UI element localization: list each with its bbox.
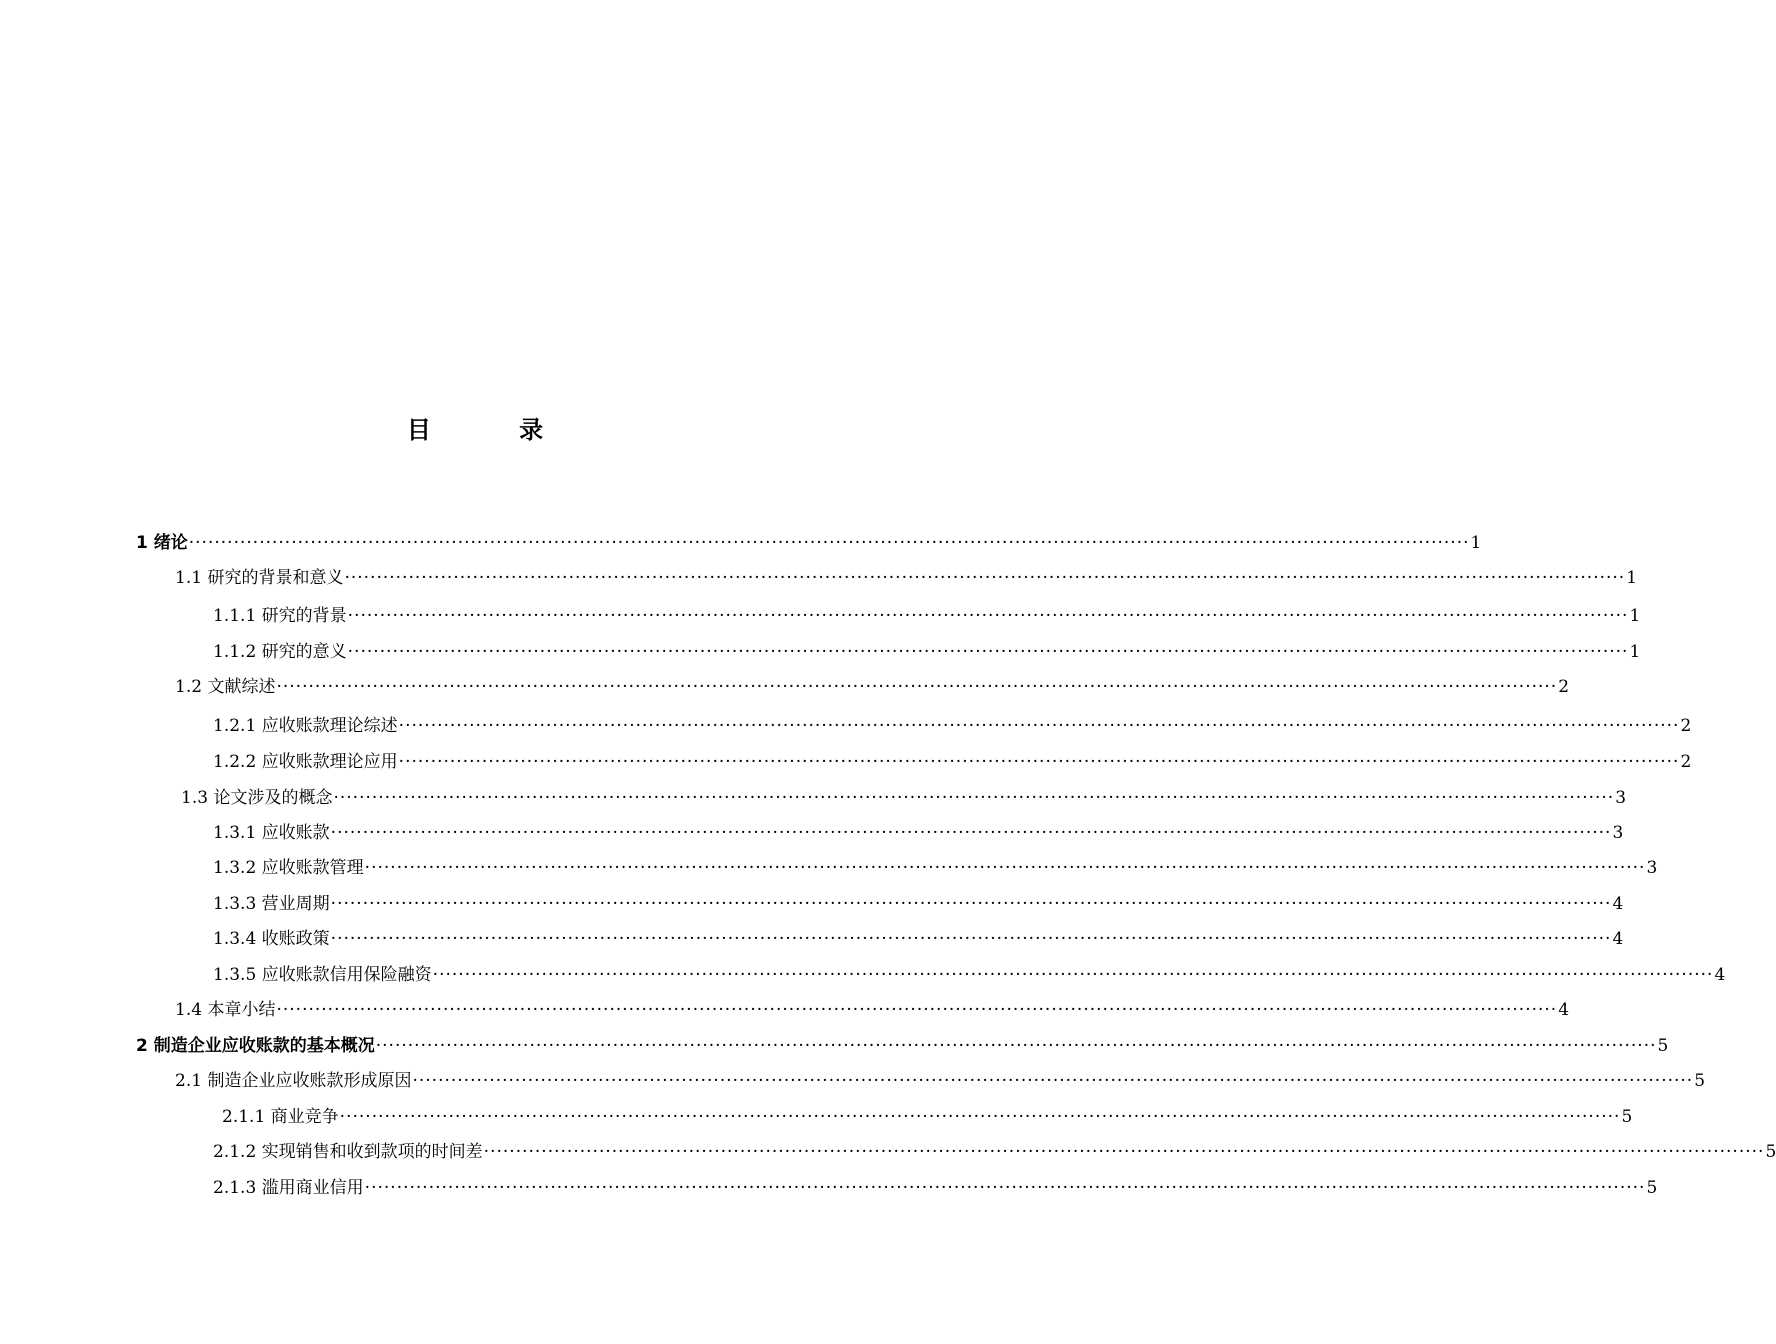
toc-entry-page: 3 xyxy=(1615,788,1627,808)
toc-entry-label: 1 绪论 xyxy=(136,533,188,553)
toc-entry-page: 4 xyxy=(1558,1000,1570,1020)
toc-leader-dots: ········································································································································································································ xyxy=(375,1036,1657,1056)
toc-entry-label: 2.1.2 实现销售和收到款项的时间差 xyxy=(213,1142,483,1162)
toc-entry-page: 3 xyxy=(1612,823,1624,843)
toc-entry-label: 1.3.3 营业周期 xyxy=(213,894,330,914)
toc-entry-label: 2.1.3 滥用商业信用 xyxy=(213,1178,364,1198)
toc-entry-1-3-3[interactable] xyxy=(213,892,1624,916)
toc-entry-page: 5 xyxy=(1621,1107,1633,1127)
toc-entry-page: 1 xyxy=(1629,606,1641,626)
toc-entry-page: 3 xyxy=(1646,858,1658,878)
toc-entry-1-3-1[interactable] xyxy=(213,821,1624,845)
toc-entry-label: 1.3 论文涉及的概念 xyxy=(181,788,333,808)
toc-leader-dots: ········································································································································································································ xyxy=(347,642,1629,662)
toc-entry-label: 1.4 本章小结 xyxy=(175,1000,276,1020)
toc-entry-page: 5 xyxy=(1657,1036,1669,1056)
toc-entry-label: 2 制造企业应收账款的基本概况 xyxy=(136,1036,375,1056)
toc-entry-label: 1.1 研究的背景和意义 xyxy=(175,568,344,588)
toc-entry-2[interactable] xyxy=(136,1034,1669,1058)
toc-entry-label: 1.3.4 收账政策 xyxy=(213,929,330,949)
toc-entry-1-3-5[interactable] xyxy=(213,963,1726,987)
toc-entry-1-2-1[interactable] xyxy=(213,714,1692,738)
toc-entry-1-3-4[interactable] xyxy=(213,927,1624,951)
toc-entry-page: 1 xyxy=(1626,568,1638,588)
toc-entry-page: 1 xyxy=(1629,642,1641,662)
toc-entry-page: 4 xyxy=(1612,894,1624,914)
toc-leader-dots: ········································································································································································································ xyxy=(398,716,1680,736)
toc-entry-label: 1.3.5 应收账款信用保险融资 xyxy=(213,965,432,985)
toc-entry-page: 2 xyxy=(1680,716,1692,736)
toc-entry-1-3-2[interactable] xyxy=(213,856,1658,880)
toc-entry-1-1-2[interactable] xyxy=(213,640,1641,664)
toc-entry-1[interactable] xyxy=(136,531,1482,555)
toc-entry-2-1-1[interactable] xyxy=(222,1105,1633,1129)
toc-leader-dots: ········································································································································································································ xyxy=(276,1000,1558,1020)
toc-entry-label: 1.2.1 应收账款理论综述 xyxy=(213,716,398,736)
toc-entry-label: 2.1.1 商业竞争 xyxy=(222,1107,339,1127)
toc-entry-1-2[interactable] xyxy=(175,675,1570,699)
toc-leader-dots: ········································································································································································································ xyxy=(347,606,1629,626)
toc-leader-dots: ········································································································································································································ xyxy=(412,1071,1694,1091)
toc-entry-label: 1.3.2 应收账款管理 xyxy=(213,858,364,878)
toc-entry-label: 2.1 制造企业应收账款形成原因 xyxy=(175,1071,412,1091)
toc-leader-dots: ········································································································································································································ xyxy=(276,677,1558,697)
toc-leader-dots: ········································································································································································································ xyxy=(333,788,1615,808)
toc-leader-dots: ········································································································································································································ xyxy=(364,1178,1646,1198)
toc-entry-page: 1 xyxy=(1470,533,1482,553)
toc-leader-dots: ········································································································································································································ xyxy=(398,752,1680,772)
toc-entry-1-3[interactable] xyxy=(181,786,1627,810)
toc-entry-2-1-2[interactable] xyxy=(213,1140,1776,1164)
toc-entry-label: 1.2.2 应收账款理论应用 xyxy=(213,752,398,772)
toc-entry-page: 5 xyxy=(1765,1142,1776,1162)
toc-entry-1-4[interactable] xyxy=(175,998,1570,1022)
toc-leader-dots: ········································································································································································································ xyxy=(330,929,1612,949)
toc-entry-page: 2 xyxy=(1558,677,1570,697)
toc-leader-dots: ········································································································································································································ xyxy=(339,1107,1621,1127)
toc-leader-dots: ········································································································································································································ xyxy=(330,894,1612,914)
toc-entry-page: 5 xyxy=(1694,1071,1706,1091)
toc-leader-dots: ········································································································································································································ xyxy=(330,823,1612,843)
toc-entry-1-2-2[interactable] xyxy=(213,750,1692,774)
toc-entry-page: 4 xyxy=(1714,965,1726,985)
toc-leader-dots: ········································································································································································································ xyxy=(188,533,1470,553)
toc-leader-dots: ········································································································································································································ xyxy=(364,858,1646,878)
toc-leader-dots: ········································································································································································································ xyxy=(483,1142,1765,1162)
toc-entry-page: 2 xyxy=(1680,752,1692,772)
toc-leader-dots: ········································································································································································································ xyxy=(344,568,1626,588)
toc-entry-label: 1.1.2 研究的意义 xyxy=(213,642,347,662)
toc-entry-2-1-3[interactable] xyxy=(213,1176,1658,1200)
toc-entry-label: 1.2 文献综述 xyxy=(175,677,276,697)
toc-entry-2-1[interactable] xyxy=(175,1069,1706,1093)
toc-leader-dots: ········································································································································································································ xyxy=(432,965,1714,985)
toc-entry-page: 4 xyxy=(1612,929,1624,949)
toc-entry-page: 5 xyxy=(1646,1178,1658,1198)
toc-entry-1-1-1[interactable] xyxy=(213,604,1641,628)
toc-title: 目 录 xyxy=(406,416,584,444)
toc-entry-1-1[interactable] xyxy=(175,566,1638,590)
toc-entry-label: 1.3.1 应收账款 xyxy=(213,823,330,843)
toc-entry-label: 1.1.1 研究的背景 xyxy=(213,606,347,626)
